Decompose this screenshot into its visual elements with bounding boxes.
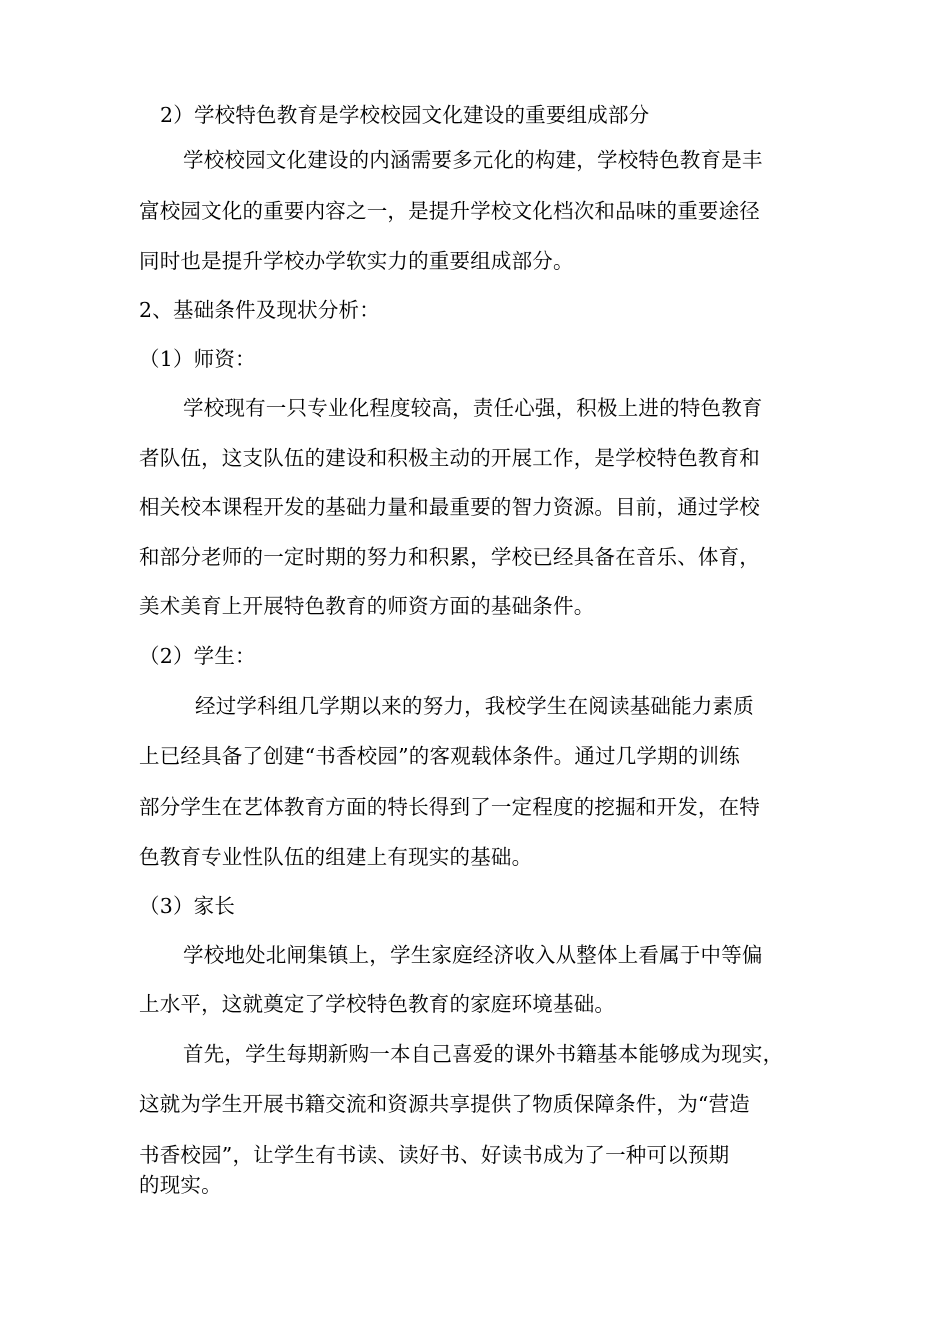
paragraph-line: 经过学科组几学期以来的努力，我校学生在阅读基础能力素质 [195,694,754,718]
paragraph-line: 色教育专业性队伍的组建上有现实的基础。 [139,845,533,869]
paragraph-line: 书香校园”，让学生有书读、读好书、好读书成为了一种可以预期 [139,1143,730,1167]
paragraph-line: 上水平，这就奠定了学校特色教育的家庭环境基础。 [139,992,616,1016]
paragraph-line: 相关校本课程开发的基础力量和最重要的智力资源。目前，通过学校 [139,495,760,519]
paragraph-line: 部分学生在艺体教育方面的特长得到了一定程度的挖掘和开发，在特 [139,795,760,819]
paragraph-line: 学校校园文化建设的内涵需要多元化的构建，学校特色教育是丰 [183,148,763,172]
paragraph-line: 者队伍，这支队伍的建设和积极主动的开展工作，是学校特色教育和 [139,446,760,470]
paragraph-line: 首先，学生每期新购一本自己喜爱的课外书籍基本能够成为现实， [183,1042,784,1066]
paragraph-line: 学校现有一只专业化程度较高，责任心强，积极上进的特色教育 [183,396,763,420]
paragraph-line: 这就为学生开展书籍交流和资源共享提供了物质保障条件，为“营造 [139,1092,750,1116]
subheading-students: （2）学生： [139,644,256,668]
section-heading-2-1: 2）学校特色教育是学校校园文化建设的重要组成部分 [160,103,650,127]
paragraph-line: 富校园文化的重要内容之一，是提升学校文化档次和品味的重要途径 [139,199,760,223]
paragraph-line: 上已经具备了创建“书香校园”的客观载体条件。通过几学期的训练 [139,744,740,768]
paragraph-line: 美术美育上开展特色教育的师资方面的基础条件。 [139,594,595,618]
subheading-parents: （3）家长 [139,894,236,918]
paragraph-line: 学校地处北闸集镇上，学生家庭经济收入从整体上看属于中等偏 [183,943,763,967]
paragraph-line: 和部分老师的一定时期的努力和积累，学校已经具备在音乐、体育， [139,545,760,569]
section-heading-2: 2、基础条件及现状分析： [139,298,380,322]
subheading-teachers: （1）师资： [139,347,256,371]
paragraph-line: 同时也是提升学校办学软实力的重要组成部分。 [139,249,574,273]
paragraph-line: 的现实。 [139,1173,222,1197]
